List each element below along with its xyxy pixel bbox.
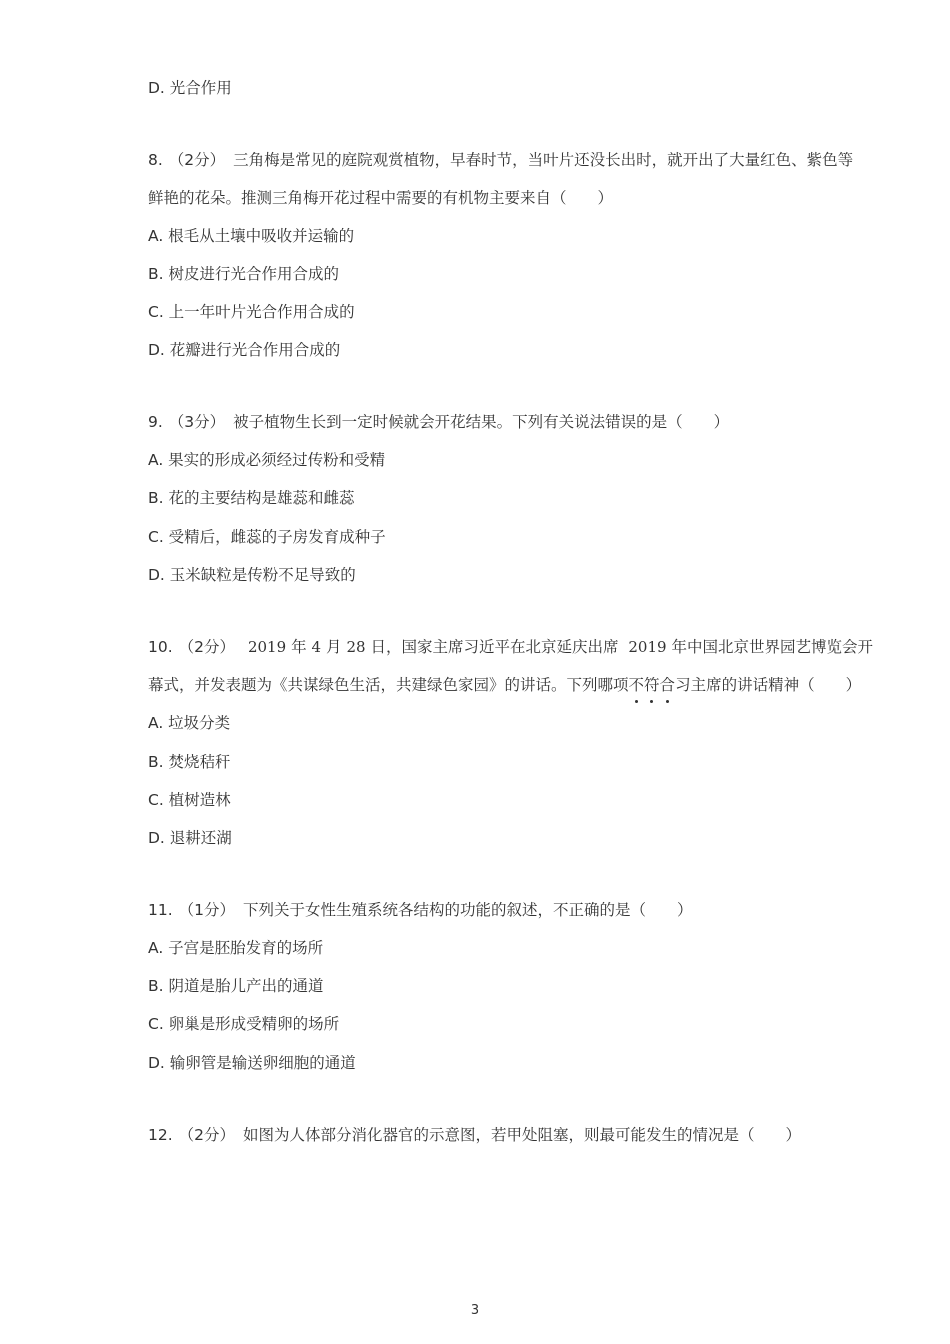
q8-option-b: B. 树皮进行光合作用合成的 bbox=[148, 265, 339, 283]
q10-text-month: 月 bbox=[326, 638, 342, 656]
q9-stem bbox=[148, 412, 729, 432]
q10-emphasis-bu: 不 bbox=[629, 676, 645, 694]
emphasis-dot bbox=[650, 700, 653, 703]
q10-text-year: 年 bbox=[291, 638, 307, 656]
q9-score: （3分） bbox=[168, 413, 226, 431]
q11-stem-text: 下列关于女性生殖系统各结构的功能的叙述，不正确的是（ ） bbox=[243, 901, 693, 919]
q9-option-d: D. 玉米缺粒是传粉不足导致的 bbox=[148, 566, 356, 584]
q12-stem-text: 如图为人体部分消化器官的示意图，若甲处阻塞，则最可能发生的情况是（ ） bbox=[243, 1126, 802, 1144]
q10-option-a: A. 垃圾分类 bbox=[148, 714, 231, 732]
q9-option-a: A. 果实的形成必须经过传粉和受精 bbox=[148, 451, 386, 469]
q10-option-c: C. 植树造林 bbox=[148, 791, 231, 809]
page-number: 3 bbox=[470, 1303, 480, 1318]
q8-option-d: D. 花瓣进行光合作用合成的 bbox=[148, 341, 341, 359]
q12-score: （2分） bbox=[178, 1126, 236, 1144]
q8-stem-line-2: 鲜艳的花朵。推测三角梅开花过程中需要的有机物主要来自（ ） bbox=[148, 189, 614, 207]
emphasis-dot bbox=[666, 700, 669, 703]
q10-month: 4 bbox=[311, 638, 322, 656]
q8-stem-line-1 bbox=[148, 150, 900, 170]
q12-number: 12. bbox=[148, 1126, 173, 1144]
q9-stem-text: 被子植物生长到一定时候就会开花结果。下列有关说法错误的是（ ） bbox=[233, 413, 730, 431]
q10-emphasis-fu: 符 bbox=[644, 676, 660, 694]
q10-stem-text-post: 习主席的讲话精神（ ） bbox=[675, 676, 862, 694]
q10-stem-line-1 bbox=[148, 637, 900, 657]
q8-option-c: C. 上一年叶片光合作用合成的 bbox=[148, 303, 355, 321]
q10-year-1: 2019 bbox=[247, 638, 287, 656]
q12-stem bbox=[148, 1125, 801, 1145]
q11-number: 11. bbox=[148, 901, 173, 919]
q9-option-c: C. 受精后，雌蕊的子房发育成种子 bbox=[148, 528, 386, 546]
q10-text-expo: 年中国北京世界园艺博览会开 bbox=[671, 638, 874, 656]
q10-number: 10. bbox=[148, 638, 173, 656]
q9-number: 9. bbox=[148, 413, 163, 431]
q10-score: （2分） bbox=[178, 638, 236, 656]
q11-option-b: B. 阴道是胎儿产出的通道 bbox=[148, 977, 324, 995]
q10-emphasis-he: 合 bbox=[660, 676, 676, 694]
q11-stem bbox=[148, 900, 693, 920]
emphasis-dot bbox=[635, 700, 638, 703]
q10-stem-text-pre: 幕式，并发表题为《共谋绿色生活，共建绿色家园》的讲话。下列哪项 bbox=[148, 676, 629, 694]
q8-stem bbox=[148, 150, 900, 208]
q11-option-a: A. 子宫是胚胎发育的场所 bbox=[148, 939, 324, 957]
q10-option-b: B. 焚烧秸秆 bbox=[148, 753, 231, 771]
q10-year-2: 2019 bbox=[628, 638, 667, 656]
q8-score: （2分） bbox=[168, 151, 226, 169]
q10-day: 28 bbox=[346, 638, 366, 656]
q11-option-d: D. 输卵管是输送卵细胞的通道 bbox=[148, 1054, 356, 1072]
q10-option-d: D. 退耕还湖 bbox=[148, 829, 232, 847]
q10-stem bbox=[148, 637, 900, 695]
q10-text-day: 日，国家主席习近平在北京延庆出席 bbox=[370, 638, 619, 656]
q8-stem-text-1: 三角梅是常见的庭院观赏植物，早春时节，当叶片还没长出时，就开出了大量红色、紫色等 bbox=[233, 151, 854, 169]
q8-number: 8. bbox=[148, 151, 163, 169]
q10-stem-line-2 bbox=[148, 675, 900, 695]
q9-option-b: B. 花的主要结构是雄蕊和雌蕊 bbox=[148, 489, 355, 507]
q11-option-c: C. 卵巢是形成受精卵的场所 bbox=[148, 1015, 340, 1033]
q11-score: （1分） bbox=[178, 901, 236, 919]
q8-option-a: A. 根毛从土壤中吸收并运输的 bbox=[148, 227, 355, 245]
q7-option-d: D. 光合作用 bbox=[148, 79, 232, 97]
